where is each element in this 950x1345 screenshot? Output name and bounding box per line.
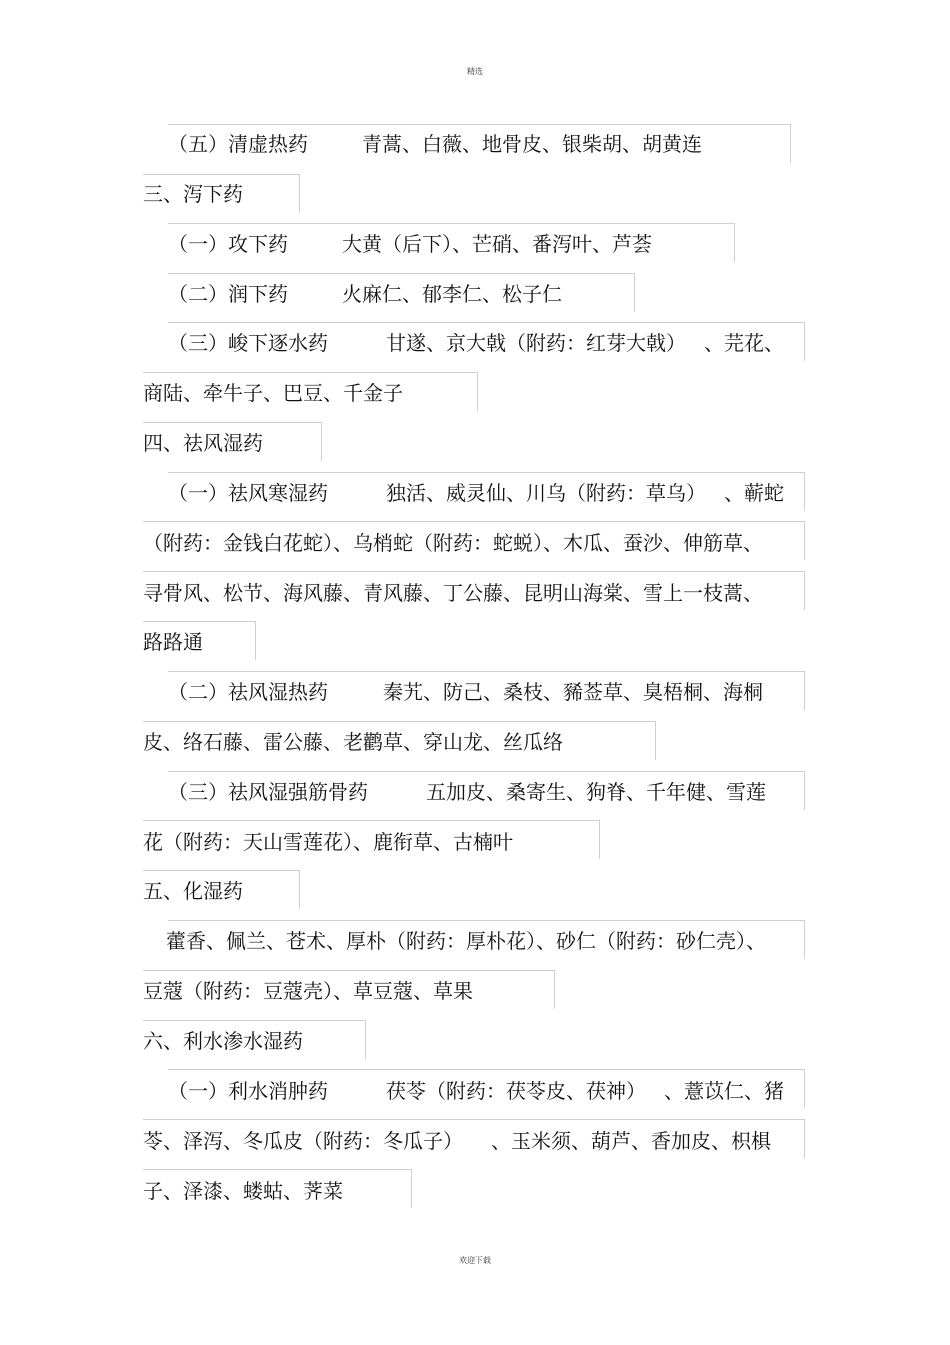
- text-line: [143, 1128, 771, 1154]
- herb-list: 秦艽、防己、桑枝、豨莶草、臭梧桐、海桐: [383, 680, 763, 704]
- text-line: 寻骨风、松节、海风藤、青风藤、丁公藤、昆明山海棠、雪上一枝蒿、: [143, 581, 763, 605]
- text-line: （附药：金钱白花蛇）、乌梢蛇（附药：蛇蜕）、木瓜、蚕沙、伸筋草、: [143, 531, 763, 555]
- page-footer: 欢迎下载: [459, 1256, 491, 1265]
- herb-list: 茯苓（附药：茯苓皮、茯神）: [386, 1079, 646, 1103]
- line-subsection: [168, 330, 784, 356]
- herb-list: 五加皮、桑寄生、狗脊、千年健、雪莲: [426, 780, 766, 804]
- text-line: 花（附药：天山雪莲花）、鹿衔草、古楠叶: [143, 830, 513, 854]
- herb-list: 、芫花、: [704, 331, 784, 355]
- line-subsection: [168, 1078, 784, 1104]
- section-title: 五、化湿药: [143, 879, 243, 903]
- subsection-title: （二）祛风湿热药: [168, 680, 328, 704]
- text-line: 商陆、牵牛子、巴豆、千金子: [143, 381, 403, 405]
- herb-list: 苓、泽泻、冬瓜皮（附药：冬瓜子）: [143, 1129, 463, 1153]
- subsection-title: （三）祛风湿强筋骨药: [168, 780, 368, 804]
- line-subsection: [168, 131, 702, 157]
- page-header: 精选: [467, 67, 483, 76]
- subsection-title: （二）润下药: [168, 282, 288, 306]
- section-title: 三、泻下药: [143, 182, 243, 206]
- text-line: 藿香、佩兰、苍术、厚朴（附药：厚朴花）、砂仁（附药：砂仁壳）、: [166, 929, 766, 953]
- subsection-title: （一）攻下药: [168, 232, 288, 256]
- herb-list: 、薏苡仁、猪: [664, 1079, 784, 1103]
- subsection-title: （一）祛风寒湿药: [168, 481, 328, 505]
- subsection-title: （三）峻下逐水药: [168, 331, 328, 355]
- text-line: 路路通: [143, 630, 203, 654]
- line-subsection: [168, 281, 562, 307]
- text-line: 皮、络石藤、雷公藤、老鹳草、穿山龙、丝瓜络: [143, 730, 563, 754]
- subsection-title: （一）利水消肿药: [168, 1079, 328, 1103]
- herb-list: 大黄（后下）、芒硝、番泻叶、芦荟: [342, 232, 652, 256]
- herb-list: 青蒿、白薇、地骨皮、银柴胡、胡黄连: [362, 132, 702, 156]
- section-title: 六、利水渗水湿药: [143, 1029, 303, 1053]
- text-line: 子、泽漆、蝼蛄、荠菜: [143, 1179, 343, 1203]
- line-subsection: [168, 480, 784, 506]
- herb-list: 、玉米须、葫芦、香加皮、枳椇: [491, 1129, 771, 1153]
- text-line: 豆蔻（附药：豆蔻壳）、草豆蔻、草果: [143, 979, 473, 1003]
- section-title: 四、祛风湿药: [143, 431, 263, 455]
- line-subsection: [168, 231, 652, 257]
- herb-list: 火麻仁、郁李仁、松子仁: [342, 282, 562, 306]
- line-subsection: [168, 679, 763, 705]
- herb-list: 独活、威灵仙、川乌（附药：草乌）: [386, 481, 706, 505]
- herb-list: 、蕲蛇: [724, 481, 784, 505]
- subsection-title: （五）清虚热药: [168, 132, 308, 156]
- line-subsection: [168, 779, 766, 805]
- herb-list: 甘遂、京大戟（附药：红芽大戟）: [386, 331, 686, 355]
